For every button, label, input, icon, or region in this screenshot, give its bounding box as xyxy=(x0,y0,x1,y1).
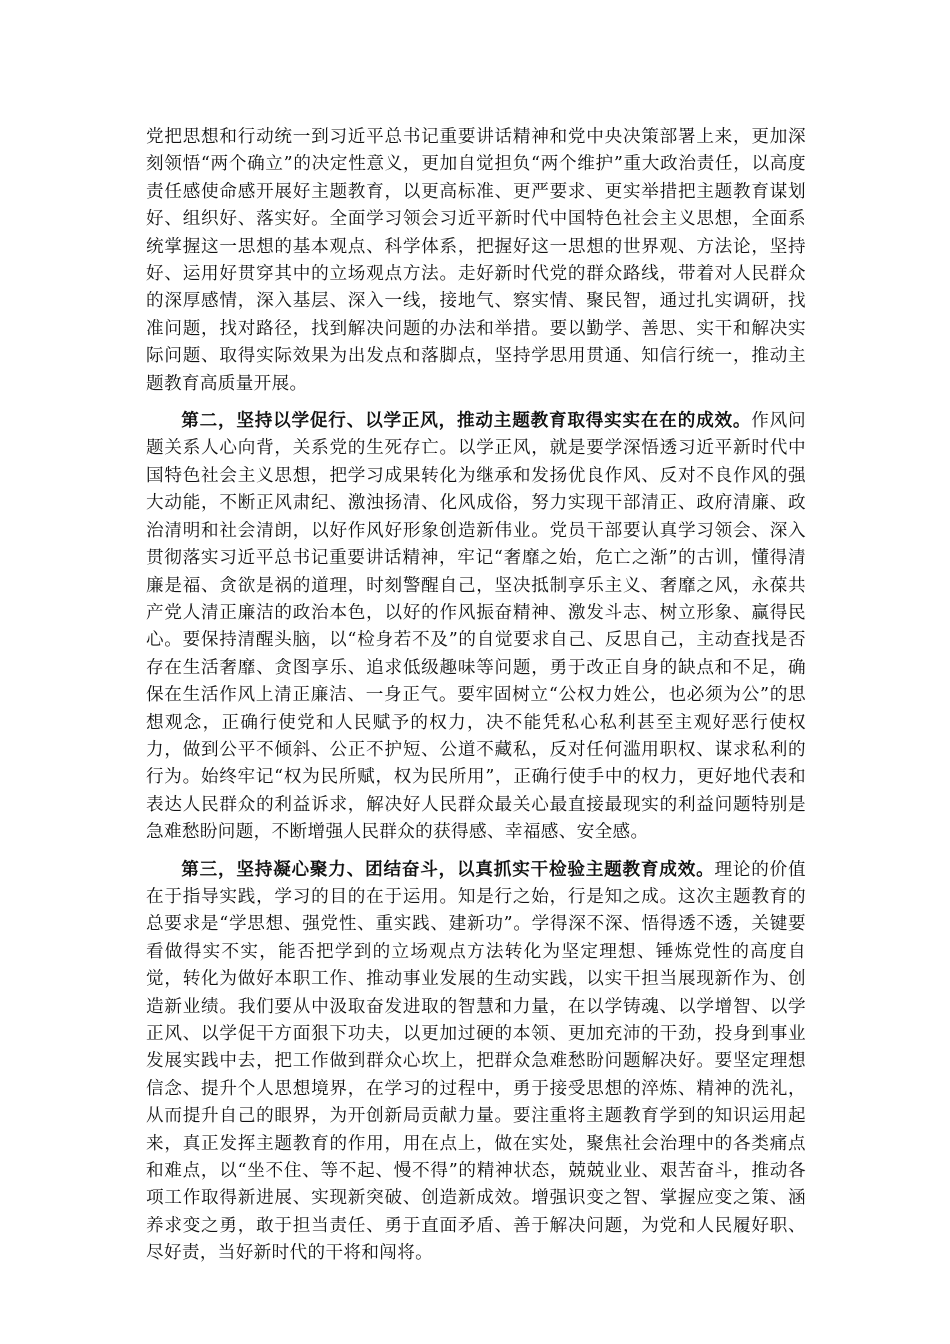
document-page xyxy=(146,124,806,1277)
paragraph-text: 党把思想和行动统一到习近平总书记重要讲话精神和党中央决策部署上来，更加深刻领悟“两个确立”的决定性意义，更加自觉担负“两个维护”重大政治责任，以高度责任感使命感开展好主题教育，以更高标准、更严要求、更实举措把主题教育谋划好、组织好、落实好。全面学习领会习近平新时代中国特色社会主义思想，全面系统掌握这一思想的基本观点、科学体系，把握好这一思想的世界观、方法论，坚持好、运用好贯穿其中的立场观点方法。走好新时代党的群众路线，带着对人民群众的深厚感情，深入基层、深入一线，接地气、察实情、聚民智，通过扎实调研，找准问题，找对路径，找到解决问题的办法和举措。要以勤学、善思、实干和解决实际问题、取得实际效果为出发点和落脚点，坚持学思用贯通、知信行统一，推动主题教育高质量开展。 xyxy=(146,127,806,394)
paragraph-third-point xyxy=(146,856,806,1268)
paragraph-continuation xyxy=(146,124,806,398)
paragraph-heading: 第三，坚持凝心聚力、团结奋斗，以真抓实干检验主题教育成效。 xyxy=(181,858,715,880)
paragraph-second-point xyxy=(146,407,806,847)
paragraph-text: 理论的价值在于指导实践，学习的目的在于运用。知是行之始，行是知之成。这次主题教育的总要求是“学思想、强党性、重实践、建新功”。学得深不深、悟得透不透，关键要看做得实不实，能否把学到的立场观点方法转化为坚定理想、锤炼党性的高度自觉，转化为做好本职工作、推动事业发展的生动实践，以实干担当展现新作为、创造新业绩。我们要从中汲取奋发进取的智慧和力量，在以学铸魂、以学增智、以学正风、以学促干方面狠下功夫，以更加过硬的本领、更加充沛的干劲，投身到事业发展实践中去，把工作做到群众心坎上，把群众急难愁盼问题解决好。要坚定理想信念、提升个人思想境界，在学习的过程中，勇于接受思想的淬炼、精神的洗礼，从而提升自己的眼界，为开创新局贡献力量。要注重将主题教育学到的知识运用起来，真正发挥主题教育的作用，用在点上，做在实处，聚焦社会治理中的各类痛点和难点，以“坐不住、等不起、慢不得”的精神状态，兢兢业业、艰苦奋斗，推动各项工作取得新进展、实现新突破、创造新成效。增强识变之智、掌握应变之策、涵养求变之勇，敢于担当责任、勇于直面矛盾、善于解决问题，为党和人民履好职、尽好责，当好新时代的干将和闯将。 xyxy=(146,859,806,1264)
paragraph-text: 作风问题关系人心向背，关系党的生死存亡。以学正风，就是要学深悟透习近平新时代中国特色社会主义思想，把学习成果转化为继承和发扬优良作风、反对不良作风的强大动能，不断正风肃纪、激浊扬清、化风成俗，努力实现干部清正、政府清廉、政治清明和社会清朗，以好作风好形象创造新伟业。党员干部要认真学习领会、深入贯彻落实习近平总书记重要讲话精神，牢记“奢靡之始，危亡之渐”的古训，懂得清廉是福、贪欲是祸的道理，时刻警醒自己，坚决抵制享乐主义、奢靡之风，永葆共产党人清正廉洁的政治本色，以好的作风振奋精神、激发斗志、树立形象、赢得民心。要保持清醒头脑，以“检身若不及”的自觉要求自己、反思自己，主动查找是否存在生活奢靡、贪图享乐、追求低级趣味等问题，勇于改正自身的缺点和不足，确保在生活作风上清正廉洁、一身正气。要牢固树立“公权力姓公，也必须为公”的思想观念，正确行使党和人民赋予的权力，决不能凭私心私利甚至主观好恶行使权力，做到公平不倾斜、公正不护短、公道不藏私，反对任何滥用职权、谋求私利的行为。始终牢记“权为民所赋，权为民所用”，正确行使手中的权力，更好地代表和表达人民群众的利益诉求，解决好人民群众最关心最直接最现实的利益问题特别是急难愁盼问题，不断增强人民群众的获得感、幸福感、安全感。 xyxy=(146,411,806,843)
paragraph-heading: 第二，坚持以学促行、以学正风，推动主题教育取得实实在在的成效。 xyxy=(181,410,752,432)
